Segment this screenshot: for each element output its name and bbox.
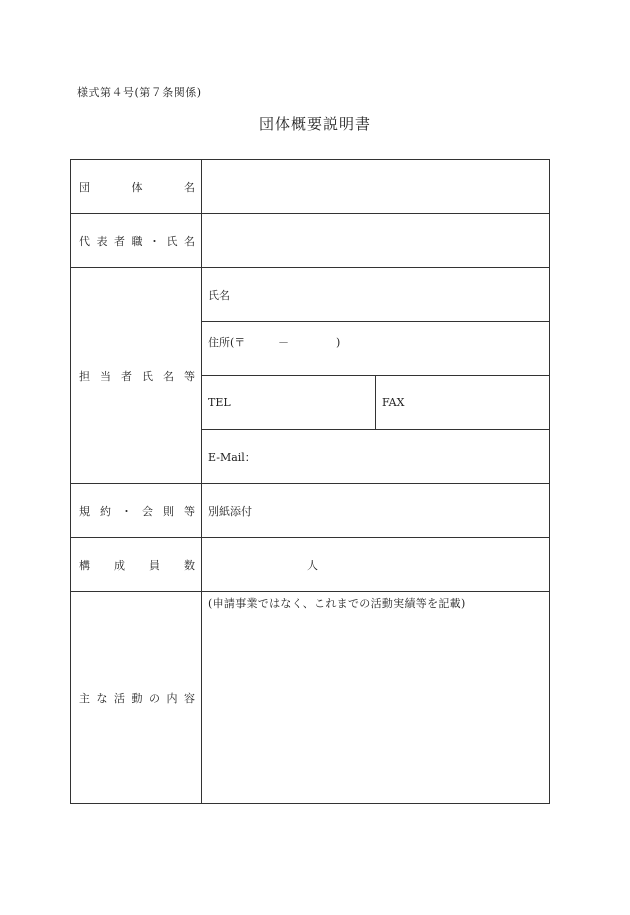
label-char: 名	[163, 369, 174, 383]
members-unit: 人	[307, 558, 318, 572]
label-char: 則	[163, 504, 174, 518]
representative-field[interactable]	[202, 214, 550, 268]
label-char: 等	[184, 504, 195, 518]
label-char: 容	[184, 691, 195, 705]
label-char: の	[149, 691, 160, 705]
label-char: 代	[79, 234, 90, 248]
label-char: 氏	[166, 234, 178, 248]
label-char: 等	[184, 369, 195, 383]
label-char: 名	[184, 234, 195, 248]
label-char: 会	[142, 504, 153, 518]
row-members	[71, 538, 550, 592]
contact-name-label: 氏名	[208, 288, 230, 302]
row-bylaws	[71, 484, 550, 538]
label-char: 名	[184, 180, 195, 194]
contact-name-field[interactable]	[202, 268, 550, 322]
label-char: 職	[131, 234, 143, 248]
label-char: 当	[100, 369, 111, 383]
representative-label	[71, 214, 202, 268]
bylaws-field[interactable]	[202, 484, 550, 538]
row-activities	[71, 592, 550, 804]
bylaws-label	[71, 484, 202, 538]
members-field[interactable]	[202, 538, 550, 592]
activities-field[interactable]	[202, 592, 550, 804]
members-label	[71, 538, 202, 592]
row-contact-name	[71, 268, 550, 322]
activities-note: (申請事業ではなく、これまでの活動実績等を記載)	[208, 597, 466, 610]
label-char: 団	[79, 180, 90, 194]
label-char: 主	[79, 691, 90, 705]
label-char: 担	[79, 369, 90, 383]
label-char: 体	[131, 180, 143, 194]
label-char: 者	[121, 369, 132, 383]
bylaws-value: 別紙添付	[208, 504, 252, 518]
email-label: E-Mail：	[208, 450, 256, 464]
postal-dash: －	[278, 336, 289, 349]
org-name-field[interactable]	[202, 160, 550, 214]
fax-field[interactable]	[376, 376, 550, 430]
label-char: 数	[184, 558, 195, 572]
label-char: 者	[114, 234, 125, 248]
label-char: 約	[100, 504, 111, 518]
org-name-label	[71, 160, 202, 214]
org-overview-table	[70, 159, 550, 804]
row-org-name	[71, 160, 550, 214]
label-char: 員	[149, 558, 160, 572]
label-char: 活	[114, 691, 125, 705]
tel-field[interactable]	[202, 376, 376, 430]
email-field[interactable]	[202, 430, 550, 484]
label-char: 氏	[142, 369, 153, 383]
address-label: 住所(〒	[208, 336, 246, 349]
label-char: 規	[79, 504, 90, 518]
label-char: 動	[131, 691, 143, 705]
label-char: 成	[114, 558, 125, 572]
label-char: 構	[79, 558, 90, 572]
contact-person-label	[71, 268, 202, 484]
label-char: 内	[166, 691, 178, 705]
fax-label: FAX	[382, 396, 405, 409]
page-title: 団体概要説明書	[258, 115, 371, 133]
tel-label: TEL	[208, 396, 231, 409]
label-char: な	[96, 691, 108, 705]
contact-address-field[interactable]	[202, 322, 550, 376]
label-char: 表	[96, 234, 108, 248]
form-reference: 様式第４号(第７条関係)	[77, 86, 202, 99]
label-char: ・	[121, 504, 132, 518]
label-char: ・	[149, 234, 160, 248]
row-representative	[71, 214, 550, 268]
address-close-paren: )	[336, 335, 341, 349]
activities-label	[71, 592, 202, 804]
